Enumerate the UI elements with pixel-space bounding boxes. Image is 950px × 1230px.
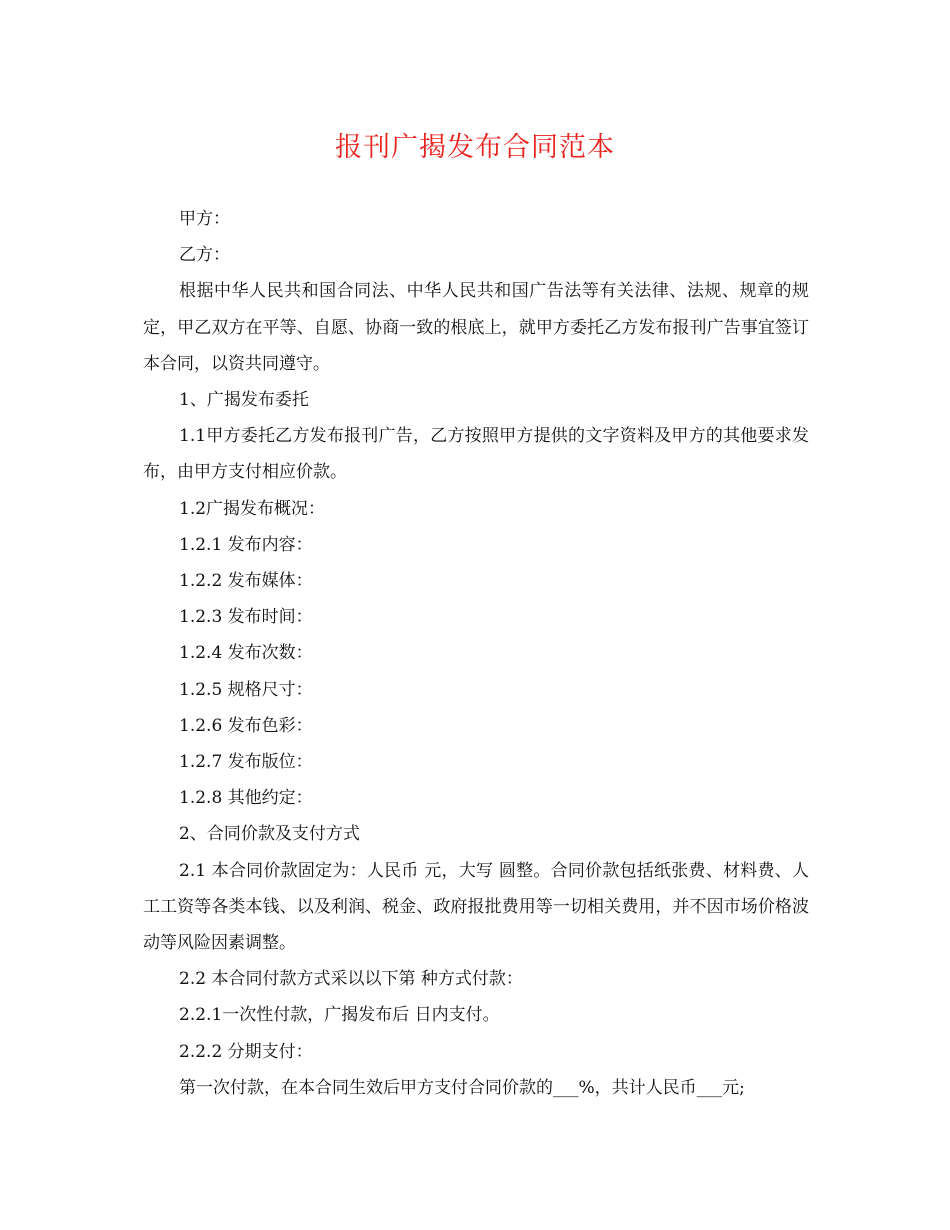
clause-1-2-3: 1.2.3 发布时间： bbox=[179, 607, 313, 628]
clause-1-2-6: 1.2.6 发布色彩： bbox=[179, 715, 313, 736]
preamble-paragraph: 根据中华人民共和国合同法、中华人民共和国广告法等有关法律、法规、规章的规定，甲乙双方在平等、自愿、协商一致的根底上，就甲方委托乙方发布报刊广告事宜签订本合同，以资共同遵守。 bbox=[143, 281, 809, 374]
clause-1-2-8: 1.2.8 其他约定： bbox=[179, 788, 313, 809]
clause-1-2-2: 1.2.2 发布媒体： bbox=[179, 571, 313, 592]
section-2-heading: 2、合同价款及支付方式 bbox=[179, 824, 360, 845]
document-title: 报刊广揭发布合同范本 bbox=[335, 132, 615, 163]
clause-2-2: 2.2 本合同付款方式采以以下第 种方式付款： bbox=[179, 969, 523, 990]
document-body bbox=[143, 201, 809, 1106]
clause-1-2-4: 1.2.4 发布次数： bbox=[179, 643, 313, 664]
clause-1-2-1: 1.2.1 发布内容： bbox=[179, 534, 313, 555]
clause-2-1: 2.1 本合同价款固定为：人民币 元，大写 圆整。合同价款包括纸张费、材料费、人工工资等各类本钱、以及利润、税金、政府报批费用等一切相关费用，并不因市场价格波动等风险因素调整。 bbox=[143, 860, 809, 954]
clause-1-2-5: 1.2.5 规格尺寸： bbox=[179, 679, 313, 700]
section-1-heading: 1、广揭发布委托 bbox=[179, 390, 309, 411]
clause-2-2-2: 2.2.2 分期支付： bbox=[179, 1041, 313, 1062]
first-payment-line: 第一次付款，在本合同生效后甲方支付合同价款的___%，共计人民币___元; bbox=[179, 1077, 745, 1098]
clause-1-2-7: 1.2.7 发布版位： bbox=[179, 752, 313, 773]
clause-2-2-1: 2.2.1一次性付款，广揭发布后 日内支付。 bbox=[179, 1005, 500, 1026]
party-b-line: 乙方： bbox=[179, 245, 230, 266]
clause-1-1: 1.1甲方委托乙方发布报刊广告，乙方按照甲方提供的文字资料及甲方的其他要求发布，由甲方支付相应价款。 bbox=[143, 426, 809, 483]
clause-1-2: 1.2广揭发布概况： bbox=[179, 498, 326, 519]
party-a-line: 甲方： bbox=[179, 209, 230, 229]
